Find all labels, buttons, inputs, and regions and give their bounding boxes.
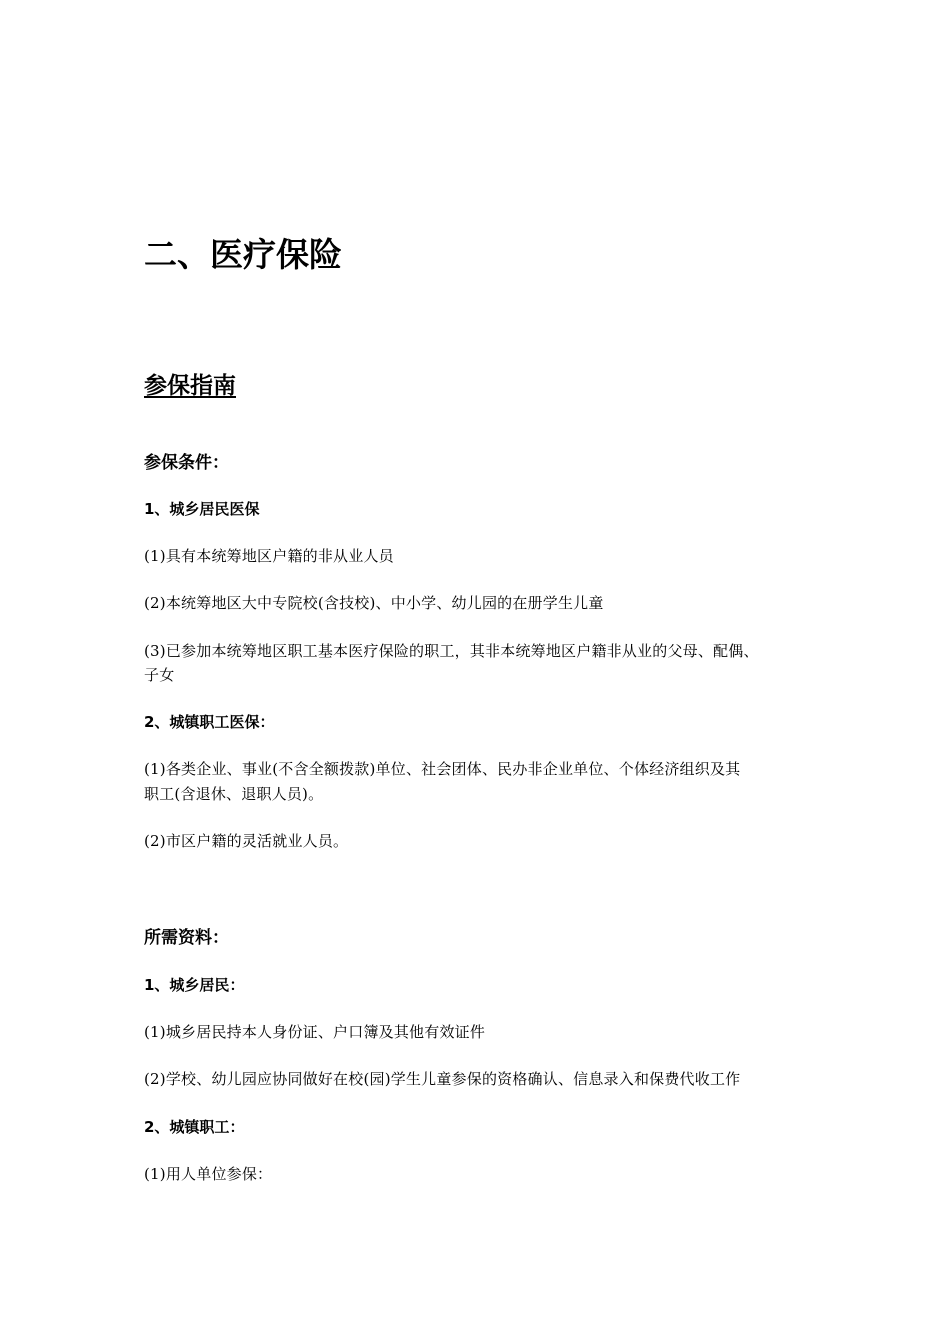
conditions-group2-item-continued: 职工(含退休、退职人员)。 — [144, 785, 324, 803]
section-title: 二、医疗保险 — [144, 235, 342, 274]
conditions-group1-item: (1)具有本统筹地区户籍的非从业人员 — [144, 547, 394, 565]
conditions-group1-item-continued: 子女 — [144, 666, 175, 684]
conditions-group2-title: 2、城镇职工医保： — [144, 713, 275, 731]
materials-group1-item: (2)学校、幼儿园应协同做好在校(园)学生儿童参保的资格确认、信息录入和保费代收工作 — [144, 1070, 741, 1088]
conditions-group2-item: (1)各类企业、事业(不含全额拨款)单位、社会团体、民办非企业单位、个体经济组织及其 — [144, 760, 741, 778]
materials-group2-item: (1)用人单位参保： — [144, 1165, 273, 1183]
materials-group1-title: 1、城乡居民： — [144, 976, 245, 994]
conditions-group1-item: (2)本统筹地区大中专院校(含技校)、中小学、幼儿园的在册学生儿童 — [144, 594, 604, 612]
materials-heading: 所需资料： — [144, 928, 229, 948]
conditions-group1-item: (3)已参加本统筹地区职工基本医疗保险的职工，其非本统筹地区户籍非从业的父母、配偶、 — [144, 642, 759, 660]
conditions-group1-title: 1、城乡居民医保 — [144, 500, 260, 518]
guide-title: 参保指南 — [144, 373, 236, 399]
conditions-group2-item: (2)市区户籍的灵活就业人员。 — [144, 832, 349, 850]
conditions-heading: 参保条件： — [144, 453, 229, 473]
materials-group1-item: (1)城乡居民持本人身份证、户口簿及其他有效证件 — [144, 1023, 486, 1041]
materials-group2-title: 2、城镇职工： — [144, 1118, 245, 1136]
